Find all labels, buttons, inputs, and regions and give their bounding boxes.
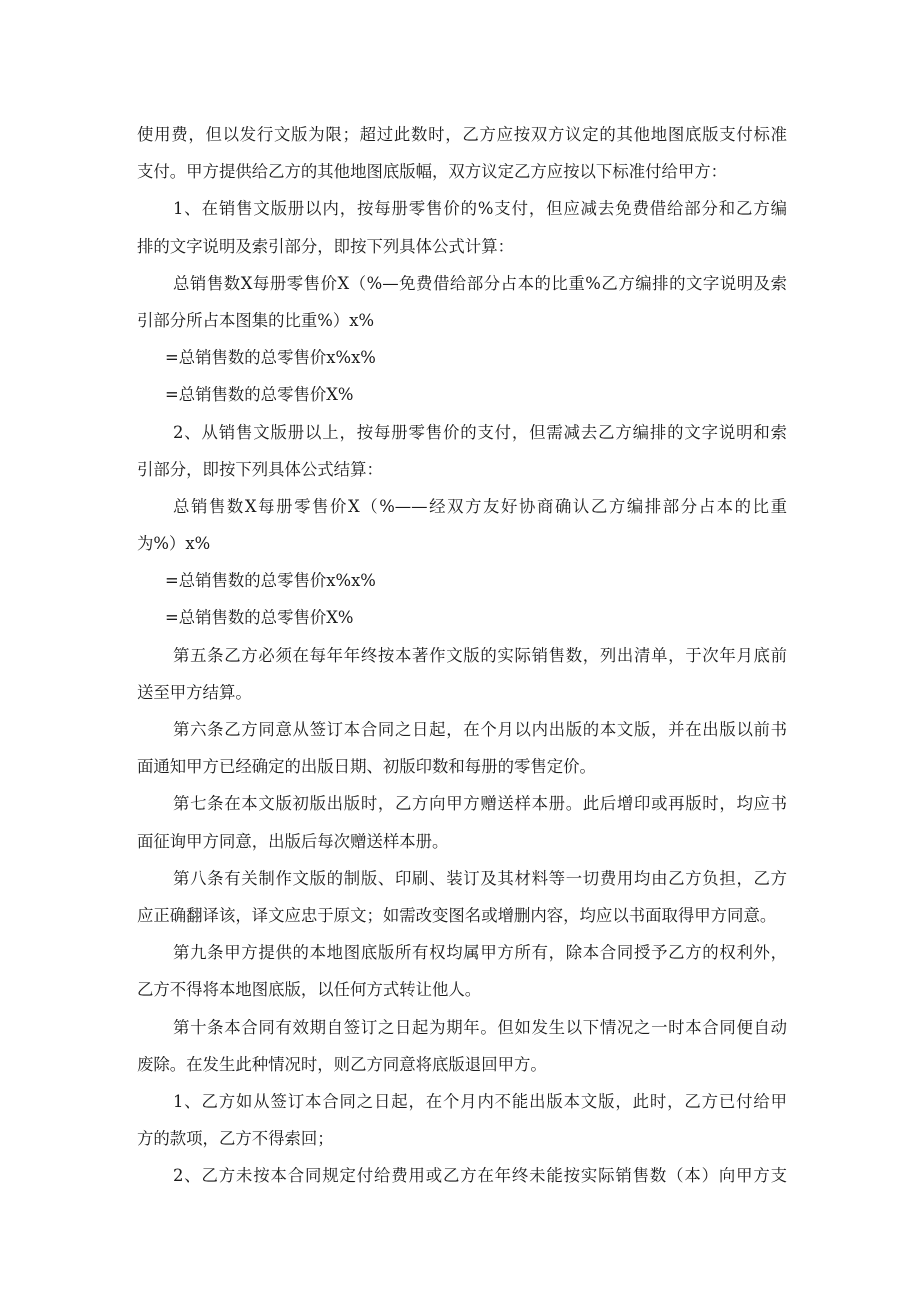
text-line: 面征询甲方同意，出版后每次赠送样本册。 — [137, 831, 449, 851]
text-line: 引部分，即按下列具体公式结算： — [137, 459, 383, 479]
text-line: 排的文字说明及索引部分，即按下列具体公式计算： — [137, 236, 514, 256]
text-line: 1、乙方如从签订本合同之日起，在个月内不能出版本文版，此时，乙方已付给甲 — [173, 1091, 787, 1111]
text-line: 2、从销售文版册以上，按每册零售价的支付，但需减去乙方编排的文字说明和索 — [173, 422, 787, 442]
text-line: 送至甲方结算。 — [137, 682, 252, 702]
text-line: 第五条乙方必须在每年年终按本著作文版的实际销售数，列出清单，于次年月底前 — [173, 645, 787, 665]
text-line: 总销售数X每册零售价X（%——经双方友好协商确认乙方编排部分占本的比重 — [173, 496, 787, 516]
text-line: 面通知甲方已经确定的出版日期、初版印数和每册的零售定价。 — [137, 757, 596, 777]
text-line: 第十条本合同有效期自签订之日起为期年。但如发生以下情况之一时本合同便自动 — [173, 1017, 787, 1037]
text-line: 2、乙方未按本合同规定付给费用或乙方在年终未能按实际销售数（本）向甲方支 — [173, 1166, 787, 1186]
text-line: 应正确翻译该，译文应忠于原文；如需改变图名或增删内容，均应以书面取得甲方同意。 — [137, 905, 777, 925]
document-body — [137, 116, 787, 1194]
text-line: =总销售数的总零售价X% — [165, 608, 354, 628]
text-line: =总销售数的总零售价x%x% — [165, 571, 376, 591]
text-line: 引部分所占本图集的比重%）x% — [137, 310, 375, 330]
text-line: 第九条甲方提供的本地图底版所有权均属甲方所有，除本合同授予乙方的权利外， — [173, 943, 787, 963]
text-line: 废除。在发生此种情况时，则乙方同意将底版退回甲方。 — [137, 1054, 547, 1074]
text-line: =总销售数的总零售价X% — [165, 385, 354, 405]
text-line: 乙方不得将本地图底版，以任何方式转让他人。 — [137, 980, 482, 1000]
text-line: 第六条乙方同意从签订本合同之日起，在个月以内出版的本文版，并在出版以前书 — [173, 720, 787, 739]
text-line: 支付。甲方提供给乙方的其他地图底版幅，双方议定乙方应按以下标准付给甲方： — [137, 162, 728, 182]
text-line: =总销售数的总零售价x%x% — [165, 348, 376, 368]
text-line: 第八条有关制作文版的制版、印刷、装订及其材料等一切费用均由乙方负担，乙方 — [173, 868, 787, 888]
text-line: 总销售数X每册零售价X（%—免费借给部分占本的比重%乙方编排的文字说明及索 — [173, 273, 787, 293]
text-line: 1、在销售文版册以内，按每册零售价的%支付，但应减去免费借给部分和乙方编 — [173, 199, 787, 219]
text-line: 使用费，但以发行文版为限；超过此数时，乙方应按双方议定的其他地图底版支付标准 — [137, 125, 787, 144]
text-line: 为%）x% — [137, 534, 211, 554]
text-line: 第七条在本文版初版出版时，乙方向甲方赠送样本册。此后增印或再版时，均应书 — [173, 794, 787, 814]
text-line: 方的款项，乙方不得索回； — [137, 1129, 334, 1149]
